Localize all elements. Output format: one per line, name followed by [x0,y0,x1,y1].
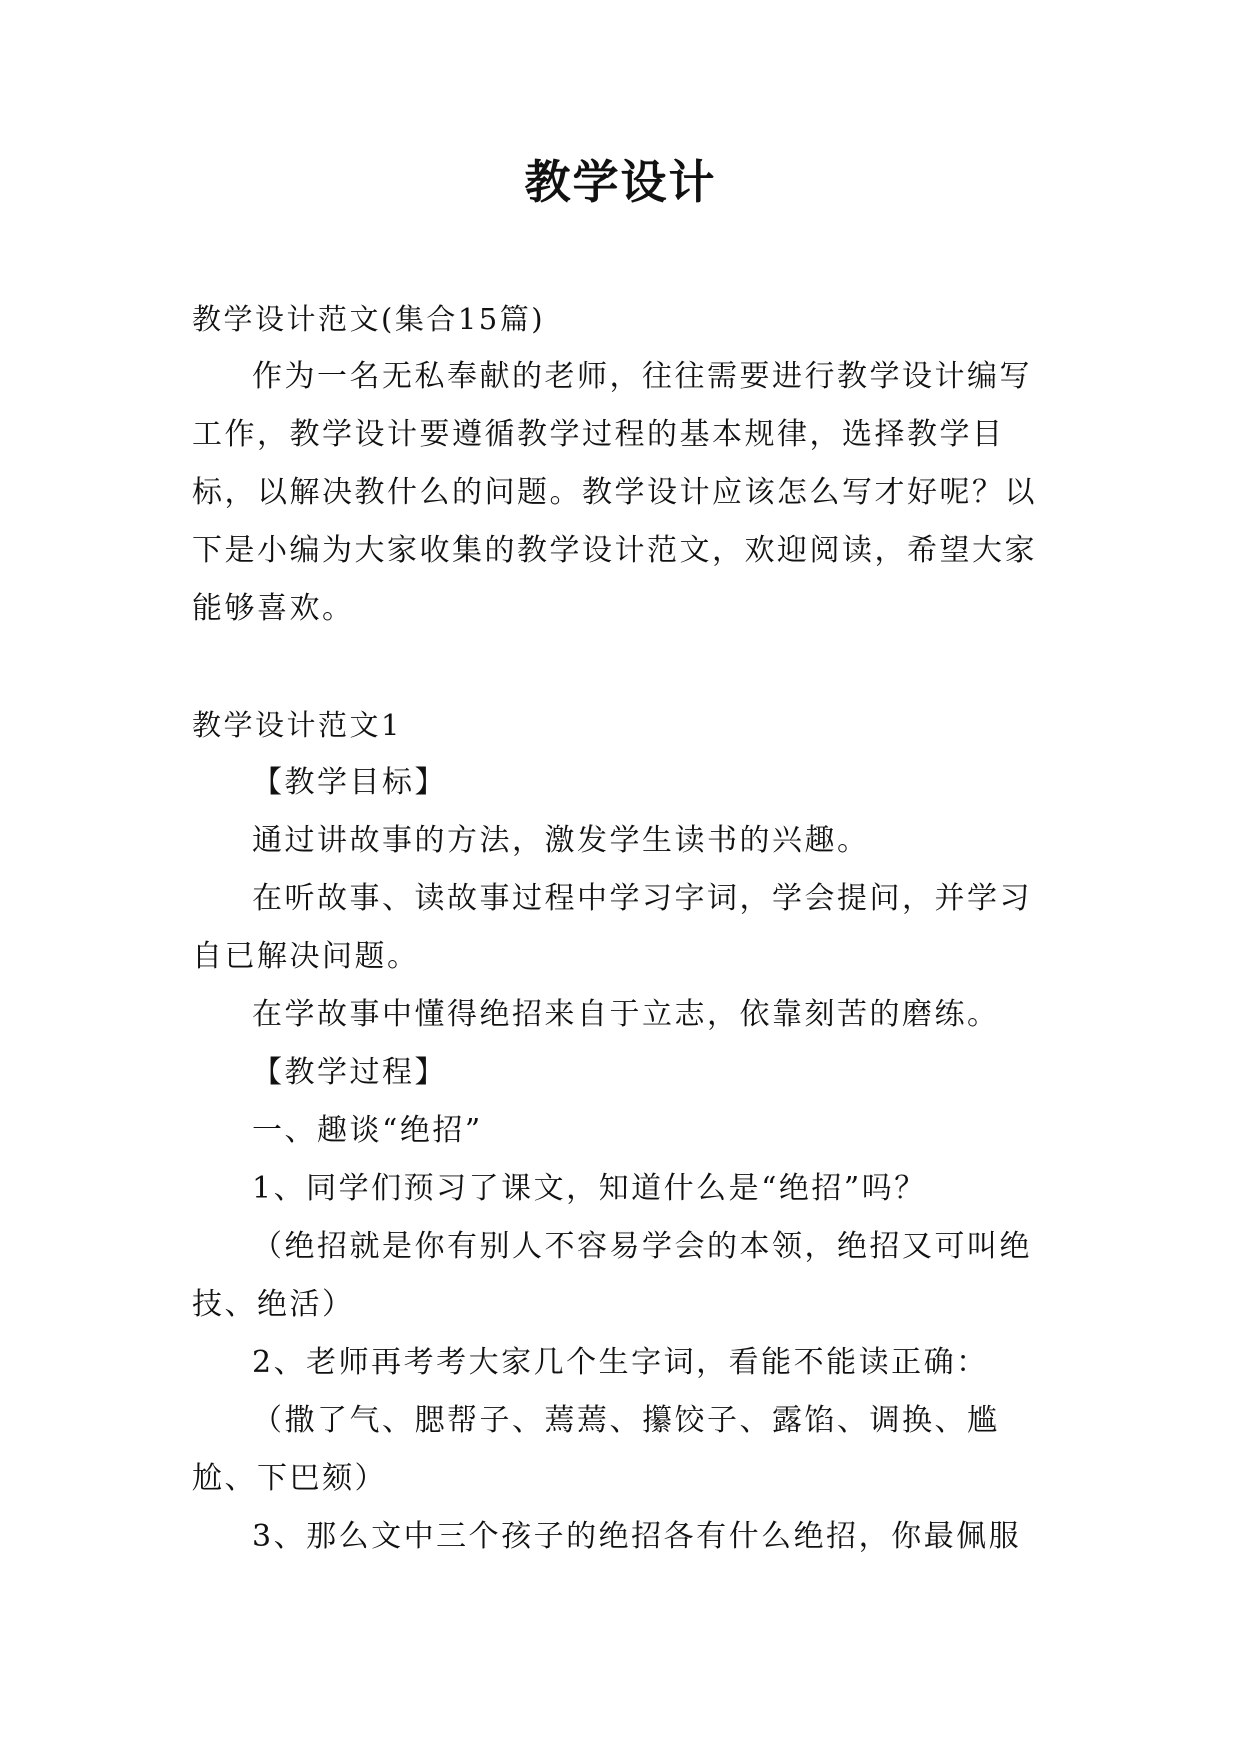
heading-teaching-process: 【教学过程】 [252,1055,447,1090]
intro-paragraph: 作为一名无私奉献的老师，往往需要进行教学设计编写工作，教学设计要遵循教学过程的基本规律，选择教学目标，以解决教什么的问题。教学设计应该怎么写才好呢？以下是小编为大家收集的教学设计范文，欢迎阅读，希望大家能够喜欢。 [192,359,1037,626]
process-paragraph: 3、那么文中三个孩子的绝招各有什么绝招，你最佩服 [252,1519,1022,1554]
objective-paragraph: 在听故事、读故事过程中学习字词，学会提问，并学习自已解决问题。 [192,881,1032,974]
process-paragraph: 2、老师再考考大家几个生字词，看能不能读正确： [252,1345,989,1380]
process-paragraph: 1、同学们预习了课文，知道什么是“绝招”吗？ [252,1171,927,1206]
objective-paragraph: 通过讲故事的方法，激发学生读书的兴趣。 [252,823,870,858]
process-step-heading: 一、趣谈“绝招” [252,1113,483,1148]
process-paragraph: （绝招就是你有别人不容易学会的本领，绝招又可叫绝技、绝活） [192,1229,1032,1322]
document-body [192,290,1054,1566]
objective-paragraph: 在学故事中懂得绝招来自于立志，依靠刻苦的磨练。 [252,997,1000,1032]
paragraph-gap [192,638,1054,696]
document-title: 教学设计 [524,155,717,209]
document-subtitle: 教学设计范文(集合15篇) [192,302,546,336]
section-heading: 教学设计范文1 [192,708,402,742]
process-paragraph: （撒了气、腮帮子、蔫蔫、攥饺子、露馅、调换、尴尬、下巴颏） [192,1403,1000,1496]
heading-teaching-objectives: 【教学目标】 [252,765,447,800]
